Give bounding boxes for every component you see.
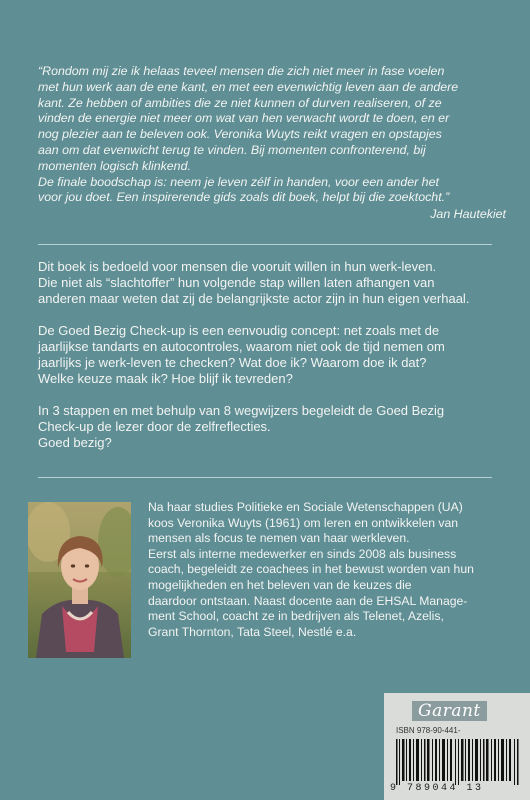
bio-line: coach, begeleidt ze coachees in het bewust worden van hun: [148, 562, 474, 577]
quote-line: vinden de energie niet meer om wat van hen verwacht wordt te doen, en er: [38, 111, 450, 126]
description-paragraph-1: [38, 259, 508, 307]
text-line: Welke keuze maak ik? Hoe blijf ik tevreden?: [38, 371, 293, 386]
quote-line: met hun werk aan de ene kant, en met een evenwichtig leven aan de andere: [38, 79, 459, 94]
text-line: De Goed Bezig Check-up is een eenvoudig concept: net zoals met de: [38, 323, 440, 338]
text-line: Dit boek is bedoeld voor mensen die vooruit willen in hun werk-leven.: [38, 259, 437, 274]
bio-line: mensen als focus te nemen van haar werkleven.: [148, 531, 410, 546]
barcode-digits: 9 789044 13: [390, 783, 484, 794]
divider-bottom: [38, 477, 492, 478]
text-line: jaarlijkse tandarts en autocontroles, waarom niet ook de tijd nemen om: [38, 339, 445, 354]
publisher-logo: Garant: [412, 701, 487, 721]
author-bio: [148, 500, 513, 640]
quote-author: Jan Hautekiet: [430, 207, 506, 222]
text-line: anderen maar weten dat zij de belangrijkste actor zijn in hun eigen verhaal.: [38, 291, 470, 306]
quote-line: voor jou doet. Een inspirerende gids zoals dit boek, helpt bij die zoektocht.”: [38, 190, 450, 205]
bio-line: Grant Thornton, Tata Steel, Nestlé e.a.: [148, 624, 357, 639]
text-line: Die niet als “slachtoffer” hun volgende stap willen laten afhangen van: [38, 275, 435, 290]
description-paragraph-3: [38, 403, 508, 451]
quote-line: nog plezier aan te beleven ook. Veronika Wuyts reikt vragen en opstapjes: [38, 127, 442, 142]
quote-line: De finale boodschap is: neem je leven zélf in handen, voor een ander het: [38, 174, 439, 189]
author-photo: [28, 502, 131, 658]
quote-line: kant. Ze hebben of ambities die ze niet kunnen of durven realiseren, of ze: [38, 95, 442, 110]
bio-line: Na haar studies Politieke en Sociale Wetenschappen (UA): [148, 500, 463, 514]
bio-line: daardoor ontstaan. Naast docente aan de EHSAL Manage-: [148, 593, 468, 608]
bio-line: Eerst als interne medewerker en sinds 2008 als business: [148, 546, 457, 561]
text-line: Check-up de lezer door de zelfreflecties.: [38, 419, 271, 434]
bio-line: mogelijkheden en het beleven van de keuzes die: [148, 577, 412, 592]
author-portrait-illustration: [28, 502, 131, 658]
quote-line: “Rondom mij zie ik helaas teveel mensen die zich niet meer in fase voelen: [38, 64, 445, 78]
book-description: [38, 259, 508, 467]
barcode-panel: [384, 693, 530, 800]
quote-line: aan om dat evenwicht terug te vinden. Bij momenten confronterend, bij: [38, 142, 426, 157]
bio-line: ment School, coacht ze in bedrijven als Telenet, Azelis,: [148, 609, 444, 624]
barcode-icon: [396, 739, 524, 785]
text-line: jaarlijks je werk-leven te checken? Wat doe ik? Waarom doe ik dat?: [38, 355, 427, 370]
text-line: Goed bezig?: [38, 435, 112, 450]
bio-line: koos Veronika Wuyts (1961) om leren en ontwikkelen van: [148, 515, 459, 530]
quote-line: momenten logisch klinkend.: [38, 158, 191, 173]
divider-top: [38, 244, 492, 245]
description-paragraph-2: [38, 323, 508, 387]
back-cover-quote: [38, 64, 506, 223]
isbn-text: ISBN 978-90-441-: [396, 726, 461, 735]
text-line: In 3 stappen en met behulp van 8 wegwijzers begeleidt de Goed Bezig: [38, 403, 445, 418]
